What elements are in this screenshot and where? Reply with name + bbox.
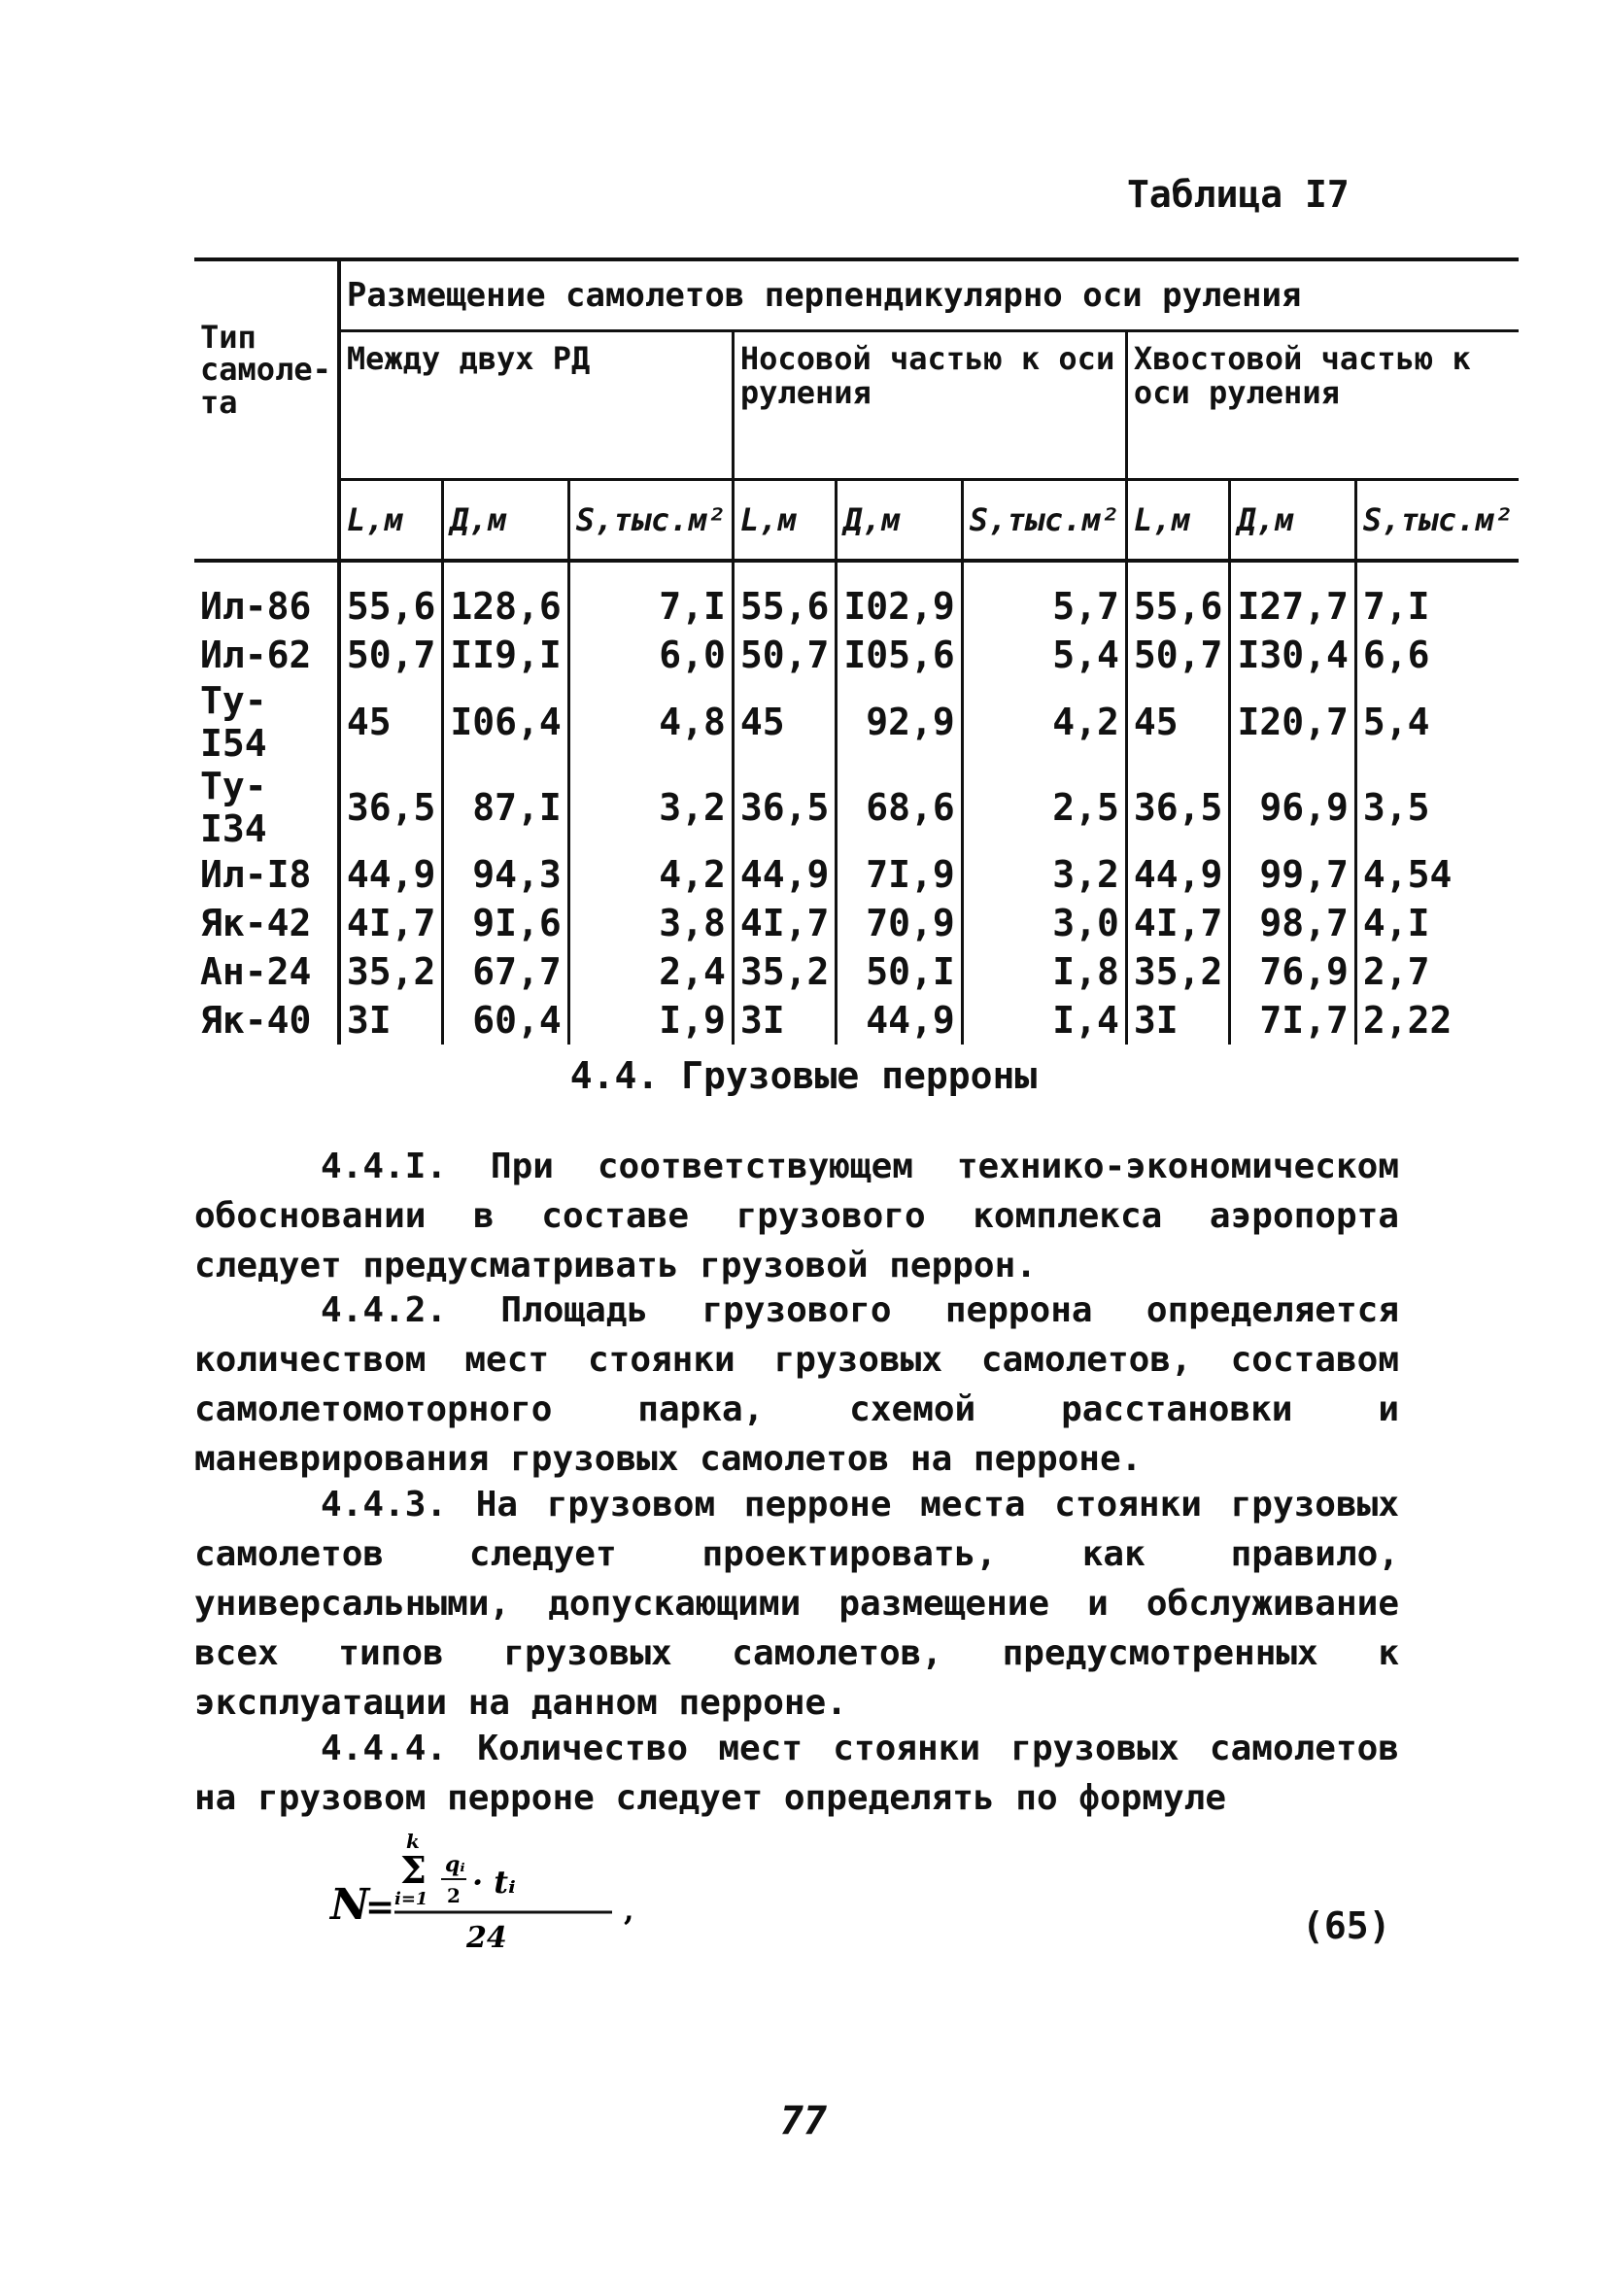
value-cell: 45	[339, 679, 443, 765]
column-header: S,тыс.м²	[962, 480, 1126, 562]
formula-lhs: N	[330, 1880, 370, 1930]
paragraph: 4.4.3. На грузовом перроне места стоянки грузовых самолетов следует проектировать, как правило, универсальными, допускающими размещение и обслуживание всех типов грузовых самолетов, предусмотренных к эксплуатации на данном перроне.	[194, 1485, 1399, 1723]
value-cell: I02,9	[837, 561, 962, 631]
value-cell: 44,9	[339, 850, 443, 899]
value-cell: I20,7	[1230, 679, 1355, 765]
value-cell: 50,7	[1126, 631, 1230, 679]
value-cell: 67,7	[443, 947, 568, 996]
value-cell: 128,6	[443, 561, 568, 631]
value-cell: 55,6	[1126, 561, 1230, 631]
value-cell: 50,I	[837, 947, 962, 996]
value-cell: 92,9	[837, 679, 962, 765]
section-title: 4.4. Грузовые перроны	[569, 1054, 1038, 1097]
column-header: L,м	[339, 480, 443, 562]
sum-upper-limit: k	[406, 1830, 420, 1853]
value-cell: 68,6	[837, 765, 962, 850]
value-cell: 3I	[733, 996, 837, 1045]
value-cell: 5,4	[1362, 701, 1430, 743]
table-row	[194, 679, 1519, 765]
value-cell: 87,I	[443, 765, 568, 850]
table-row	[194, 899, 1519, 947]
value-cell: 96,9	[1230, 765, 1355, 850]
value-cell: 7I,7	[1230, 996, 1355, 1045]
value-cell: 3I	[339, 996, 443, 1045]
table-caption: Таблица I7	[1127, 173, 1350, 216]
value-cell: 4I,7	[339, 899, 443, 947]
value-cell: 50,7	[339, 631, 443, 679]
column-header: L,м	[733, 480, 837, 562]
aircraft-placement-table	[194, 257, 1513, 1045]
table-row	[194, 631, 1519, 679]
group-header-nose: Носовой частью к оси руления	[733, 331, 1126, 480]
formula-equals: =	[365, 1887, 395, 1928]
value-cell: 3,2	[568, 765, 733, 850]
value-cell: 2,22	[1362, 999, 1453, 1042]
value-cell: 4,54	[1362, 853, 1453, 896]
main-header: Размещение самолетов перпендикулярно оси руления	[339, 259, 1519, 331]
value-cell: 9I,6	[443, 899, 568, 947]
column-header: L,м	[1126, 480, 1230, 562]
value-cell: I06,4	[443, 679, 568, 765]
value-cell: 4,I	[1362, 902, 1430, 944]
value-cell: 44,9	[733, 850, 837, 899]
value-cell: 60,4	[443, 996, 568, 1045]
value-cell: 3,8	[568, 899, 733, 947]
table-row	[194, 947, 1519, 996]
table-row	[194, 561, 1519, 631]
value-cell: I27,7	[1230, 561, 1355, 631]
value-cell: 7,I	[568, 561, 733, 631]
paragraph: 4.4.4. Количество мест стоянки грузовых самолетов на грузовом перроне следует определять по формуле	[194, 1729, 1399, 1818]
value-cell: 5,7	[962, 561, 1126, 631]
table-row	[194, 765, 1519, 850]
value-cell: 35,2	[733, 947, 837, 996]
value-cell: 2,7	[1362, 950, 1430, 993]
aircraft-type-cell: Ту-I54	[194, 679, 339, 765]
value-cell: I30,4	[1230, 631, 1355, 679]
value-cell: 5,4	[962, 631, 1126, 679]
formula-number: (65)	[1302, 1904, 1391, 1947]
value-cell: 4,2	[962, 679, 1126, 765]
value-cell: 98,7	[1230, 899, 1355, 947]
value-cell: 6,0	[568, 631, 733, 679]
value-cell: 45	[733, 679, 837, 765]
column-header: Д,м	[443, 480, 568, 562]
formula	[321, 1827, 670, 1953]
value-cell: 4,2	[568, 850, 733, 899]
column-header: S,тыс.м²	[1355, 480, 1519, 562]
value-cell: 2,5	[962, 765, 1126, 850]
value-cell: II9,I	[443, 631, 568, 679]
sum-lower-limit: i=1	[394, 1889, 428, 1909]
value-cell: 4I,7	[733, 899, 837, 947]
group-header-tail: Хвостовой частью к оси руления	[1126, 331, 1519, 480]
term-numerator: qᵢ	[445, 1852, 465, 1877]
value-cell: 36,5	[733, 765, 837, 850]
value-cell: 4,8	[568, 679, 733, 765]
term-denominator: 2	[447, 1884, 461, 1907]
formula-denominator: 24	[466, 1921, 507, 1953]
type-header: Тип самоле-та	[194, 259, 339, 480]
value-cell: 2,4	[568, 947, 733, 996]
value-cell: 7,I	[1362, 585, 1430, 628]
table-row	[194, 996, 1519, 1045]
sum-symbol: Σ	[400, 1848, 427, 1892]
value-cell: 7I,9	[837, 850, 962, 899]
value-cell: 50,7	[733, 631, 837, 679]
paragraph: 4.4.I. При соответствующем технико-экономическом обосновании в составе грузового комплекса аэропорта следует предусматривать грузовой перрон.	[194, 1147, 1399, 1285]
table-body	[194, 561, 1519, 1045]
formula-multiplier: · tᵢ	[472, 1864, 516, 1901]
value-cell: 44,9	[1126, 850, 1230, 899]
value-cell: 36,5	[1126, 765, 1230, 850]
paragraph: 4.4.2. Площадь грузового перрона определяется количеством мест стоянки грузовых самолетов, составом самолетомоторного парка, схемой расстановки и маневрирования грузовых самолетов на перроне.	[194, 1290, 1399, 1479]
value-cell: 94,3	[443, 850, 568, 899]
value-cell: 3,5	[1362, 786, 1430, 829]
aircraft-type-cell: Як-42	[194, 899, 339, 947]
value-cell: 36,5	[339, 765, 443, 850]
value-cell: 45	[1126, 679, 1230, 765]
value-cell: 44,9	[837, 996, 962, 1045]
value-cell: I,8	[962, 947, 1126, 996]
value-cell: 3I	[1126, 996, 1230, 1045]
value-cell: 99,7	[1230, 850, 1355, 899]
aircraft-type-cell: Ан-24	[194, 947, 339, 996]
value-cell: 6,6	[1362, 634, 1430, 676]
value-cell: 3,2	[962, 850, 1126, 899]
value-cell: 55,6	[733, 561, 837, 631]
column-header: S,тыс.м²	[568, 480, 733, 562]
value-cell: 4I,7	[1126, 899, 1230, 947]
aircraft-type-cell: Як-40	[194, 996, 339, 1045]
value-cell: 35,2	[1126, 947, 1230, 996]
value-cell: 70,9	[837, 899, 962, 947]
column-header: Д,м	[1230, 480, 1355, 562]
value-cell: I,9	[568, 996, 733, 1045]
aircraft-type-cell: Ил-62	[194, 631, 339, 679]
formula-comma: ,	[624, 1894, 634, 1928]
column-header: Д,м	[837, 480, 962, 562]
group-header-between: Между двух РД	[339, 331, 734, 480]
value-cell: 3,0	[962, 899, 1126, 947]
value-cell: 76,9	[1230, 947, 1355, 996]
table-row	[194, 850, 1519, 899]
value-cell: I,4	[962, 996, 1126, 1045]
aircraft-type-cell: Ил-I8	[194, 850, 339, 899]
aircraft-type-cell: Ту-I34	[194, 765, 339, 850]
type-header-spacer	[194, 480, 339, 562]
value-cell: I05,6	[837, 631, 962, 679]
page-number: 77	[779, 2099, 828, 2143]
value-cell: 55,6	[339, 561, 443, 631]
aircraft-type-cell: Ил-86	[194, 561, 339, 631]
value-cell: 35,2	[339, 947, 443, 996]
